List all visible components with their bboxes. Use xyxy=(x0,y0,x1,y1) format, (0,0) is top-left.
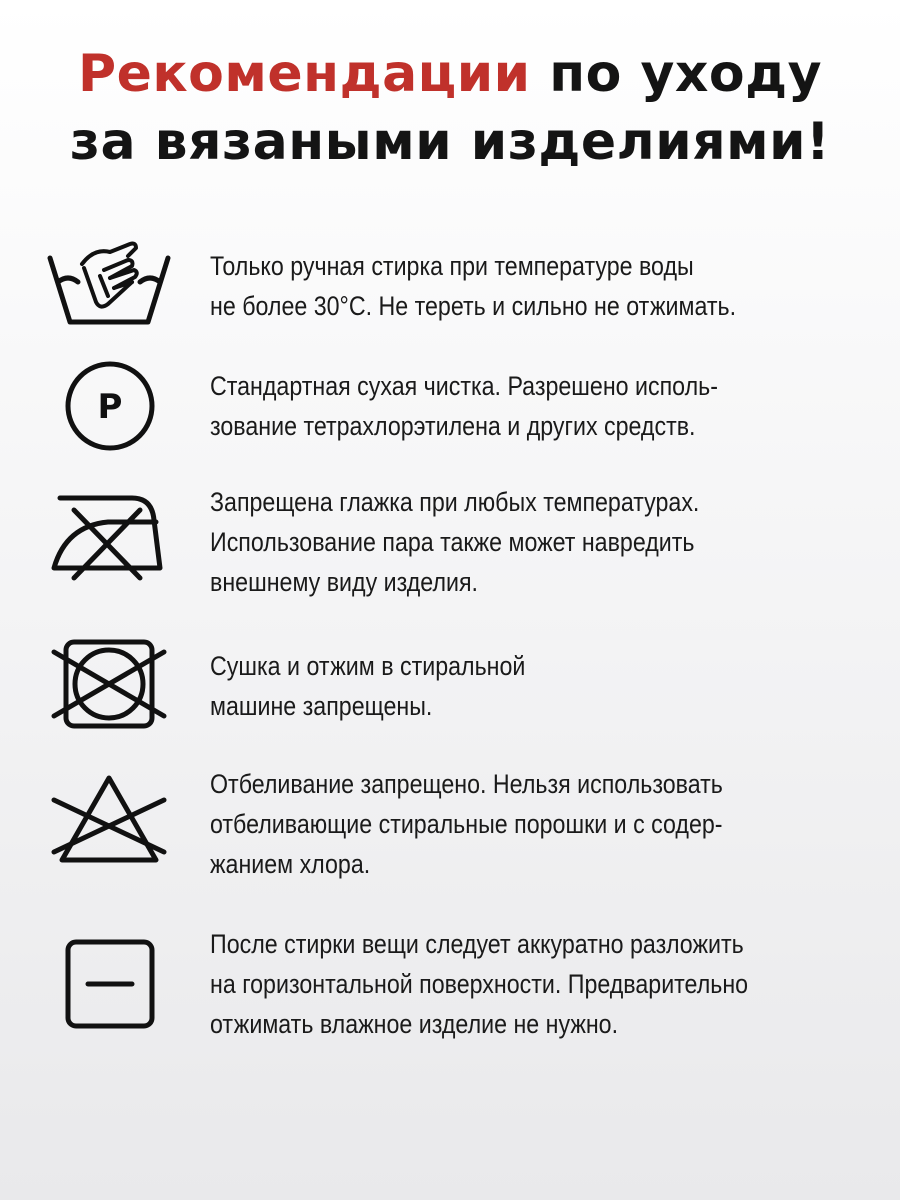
do-not-iron-icon xyxy=(44,480,174,600)
page-title xyxy=(0,40,900,176)
do-not-bleach-icon xyxy=(44,760,174,880)
dry-clean-letter: P xyxy=(97,387,123,427)
title-line-2: за вязаными изделиями! xyxy=(69,112,831,172)
care-text-hand-wash: Только ручная стирка при температуре воды не более 30°С. Не тереть и сильно не отжимать. xyxy=(210,251,737,321)
title-accent: Рекомендации xyxy=(77,44,531,104)
hand-wash-icon xyxy=(44,230,174,350)
do-not-tumble-dry-icon xyxy=(44,630,174,750)
care-text-no-tumble-dry: Сушка и отжим в стиральной машине запрещены. xyxy=(210,651,526,721)
care-text-dry-flat: После стирки вещи следует аккуратно разложить на горизонтальной поверхности. Предварительно отжимать влажное изделие не нужно. xyxy=(210,929,749,1039)
title-rest: по уходу xyxy=(549,44,823,104)
care-text-no-iron: Запрещена глажка при любых температурах. Использование пара также может навредить внешнему виду изделия. xyxy=(210,487,700,597)
care-text-dry-clean: Стандартная сухая чистка. Разрешено исполь- зование тетрахлорэтилена и других средств. xyxy=(210,371,718,441)
dry-clean-p-icon xyxy=(44,350,174,470)
care-text-no-bleach: Отбеливание запрещено. Нельзя использовать отбеливающие стиральные порошки и с содер- жанием хлора. xyxy=(210,769,723,879)
dry-flat-icon xyxy=(44,920,174,1040)
